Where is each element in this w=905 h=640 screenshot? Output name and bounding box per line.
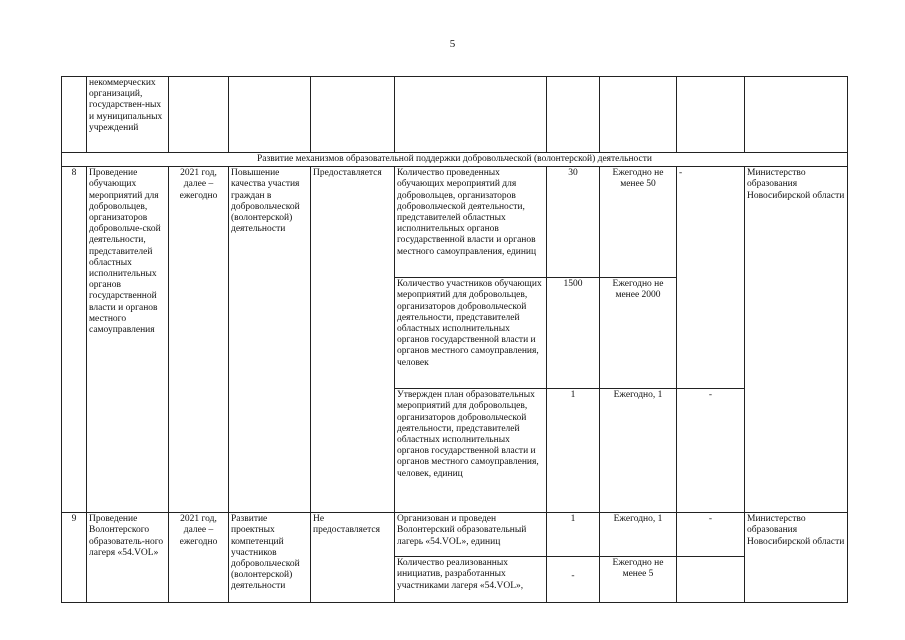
result-cell: Повышение качества участия граждан в добровольческой (волонтерской) деятельности — [229, 167, 311, 389]
indicator-name: Количество реализованных инициатив, разработанных участниками лагеря «54.VOL», — [395, 557, 547, 603]
indicator-target: Ежегодно, 1 — [600, 513, 677, 557]
indicator-target: Ежегодно, 1 — [600, 389, 677, 513]
row-number: 8 — [62, 167, 87, 513]
funding-cell: Не предоставляется — [311, 513, 395, 603]
indicator-name: Организован и проведен Волонтерский образовательный лагерь «54.VOL», единиц — [395, 513, 547, 557]
section-header-row — [62, 153, 848, 167]
indicator-name: Количество участников обучающих мероприятий для добровольцев, организаторов добровольческой деятельности, представителей областных исполнительных органов государственной власти и органов местного самоуправления, человек — [395, 278, 547, 389]
indicator-base: 30 — [547, 167, 600, 278]
cell-event: некоммерческих организаций, государствен-ных и муниципальных учреждений — [87, 77, 169, 153]
indicator-extra — [677, 557, 745, 603]
indicator-base: - — [547, 557, 600, 603]
executor-cell: Министерство образования Новосибирской области — [745, 167, 848, 513]
indicator-name: Утвержден план образовательных мероприятий для добровольцев, организаторов добровольческой деятельности, представителей областных исполнительных органов государственной власти и органов местного самоуправления, человек, единиц — [395, 389, 547, 513]
indicator-base: 1 — [547, 513, 600, 557]
indicator-extra: - — [677, 167, 745, 389]
indicator-extra: - — [677, 389, 745, 513]
measures-table — [61, 76, 848, 603]
indicator-base: 1 — [547, 389, 600, 513]
page-number: 5 — [449, 38, 456, 50]
table-row — [62, 77, 848, 153]
funding-cell: Предоставляется — [311, 167, 395, 389]
indicator-target: Ежегодно не менее 50 — [600, 167, 677, 278]
indicator-name: Количество проведенных обучающих мероприятий для добровольцев, организаторов добровольческой деятельности, представителей областных исполнительных органов государственной власти и органов местного самоуправления, единиц — [395, 167, 547, 278]
executor-cell: Министерство образования Новосибирской области — [745, 513, 848, 603]
table-row — [62, 513, 848, 557]
event-cell: Проведение Волонтерского образователь-ного лагеря «54.VOL» — [87, 513, 169, 603]
result-cell: Развитие проектных компетенций участников добровольческой (волонтерской) деятельности — [229, 513, 311, 603]
indicator-extra: - — [677, 513, 745, 557]
table-row — [62, 167, 848, 278]
indicator-base: 1500 — [547, 278, 600, 389]
section-header: Развитие механизмов образовательной поддержки добровольческой (волонтерской) деятельности — [62, 153, 848, 167]
indicator-target: Ежегодно не менее 2000 — [600, 278, 677, 389]
period-cell: 2021 год, далее – ежегодно — [169, 167, 229, 389]
cell-num — [62, 77, 87, 153]
period-cell: 2021 год, далее – ежегодно — [169, 513, 229, 603]
row-number: 9 — [62, 513, 87, 603]
event-cell: Проведение обучающих мероприятий для добровольцев, организаторов добровольче-ской деятельности, представителей областных исполнительных органов государственной власти и органов местного самоуправления — [87, 167, 169, 389]
table-row — [62, 389, 848, 513]
indicator-target: Ежегодно не менее 5 — [600, 557, 677, 603]
